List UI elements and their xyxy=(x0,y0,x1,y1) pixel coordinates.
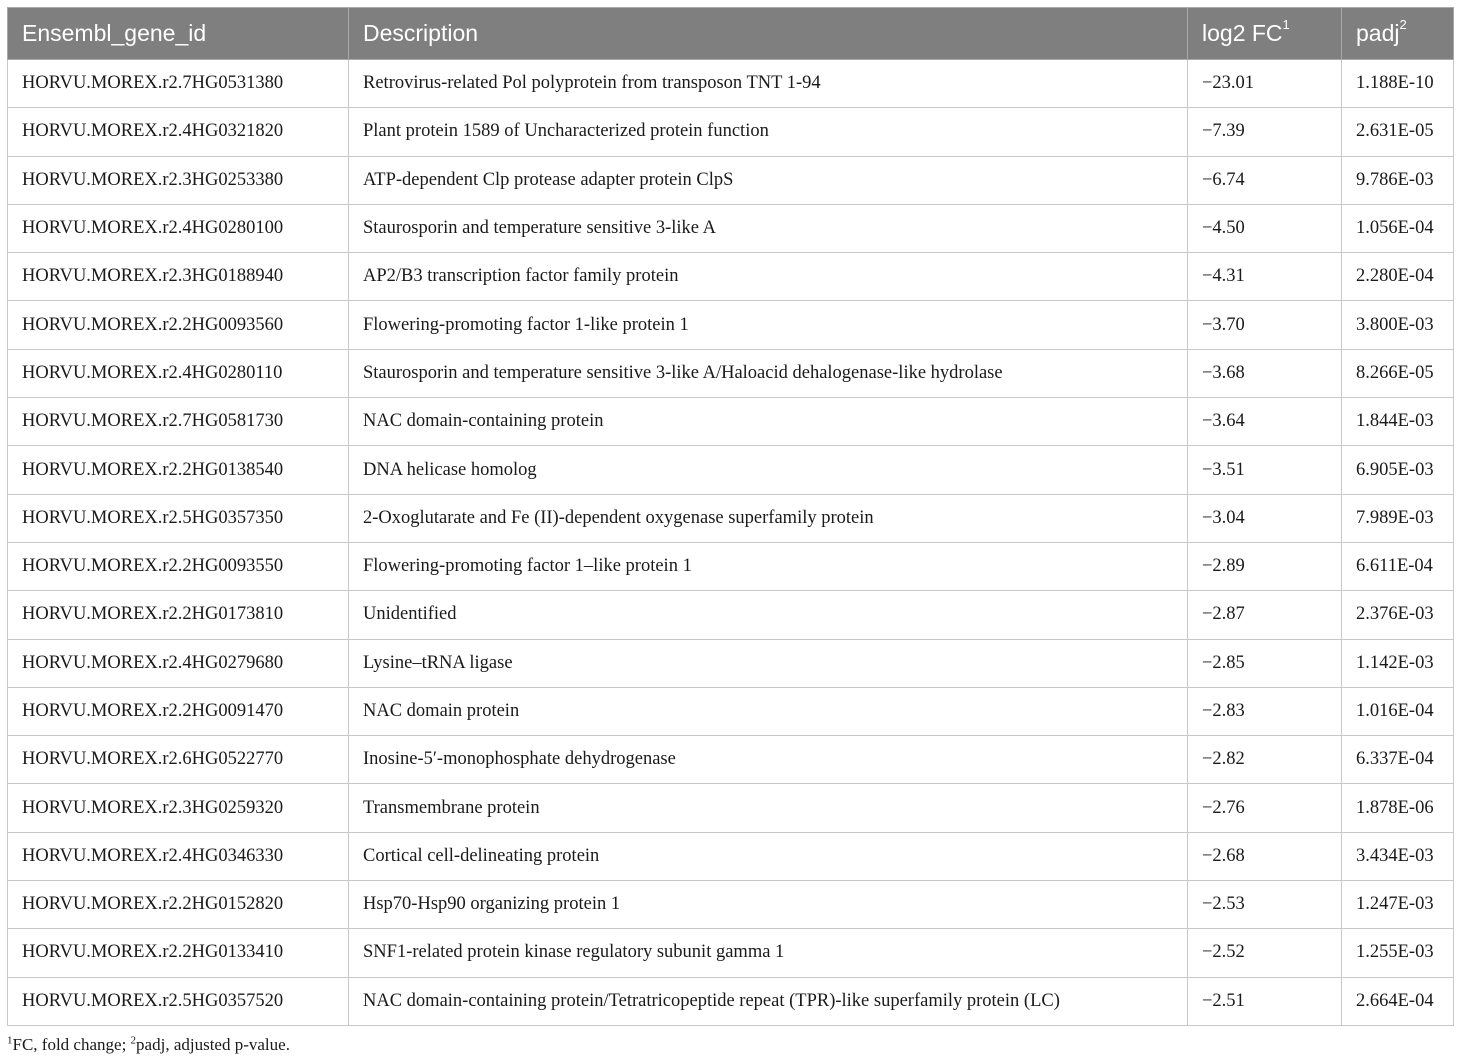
gene-table xyxy=(7,7,1454,1026)
cell-description: Lysine–tRNA ligase xyxy=(349,639,1188,687)
table-footnote xyxy=(7,1035,290,1055)
cell-description: 2-Oxoglutarate and Fe (II)-dependent oxygenase superfamily protein xyxy=(349,494,1188,542)
table-row xyxy=(8,446,1454,494)
cell-description: Inosine-5′-monophosphate dehydrogenase xyxy=(349,736,1188,784)
cell-padj: 3.800E-03 xyxy=(1342,301,1454,349)
cell-gene-id: HORVU.MOREX.r2.4HG0280110 xyxy=(8,349,349,397)
cell-padj: 1.016E-04 xyxy=(1342,687,1454,735)
cell-padj: 6.905E-03 xyxy=(1342,446,1454,494)
cell-gene-id: HORVU.MOREX.r2.2HG0133410 xyxy=(8,929,349,977)
footnote-mark-1: 1 xyxy=(7,1034,13,1047)
cell-log2fc: −2.85 xyxy=(1188,639,1342,687)
cell-gene-id: HORVU.MOREX.r2.4HG0346330 xyxy=(8,832,349,880)
cell-gene-id: HORVU.MOREX.r2.2HG0152820 xyxy=(8,881,349,929)
cell-log2fc: −2.68 xyxy=(1188,832,1342,880)
header-description-label: Description xyxy=(363,20,479,46)
table-container xyxy=(7,7,1453,1026)
cell-gene-id: HORVU.MOREX.r2.7HG0531380 xyxy=(8,60,349,108)
table-row xyxy=(8,108,1454,156)
cell-padj: 2.664E-04 xyxy=(1342,977,1454,1025)
cell-gene-id: HORVU.MOREX.r2.3HG0253380 xyxy=(8,156,349,204)
table-row xyxy=(8,929,1454,977)
cell-log2fc: −2.82 xyxy=(1188,736,1342,784)
cell-gene-id: HORVU.MOREX.r2.5HG0357520 xyxy=(8,977,349,1025)
cell-padj: 2.631E-05 xyxy=(1342,108,1454,156)
table-row xyxy=(8,881,1454,929)
cell-padj: 6.611E-04 xyxy=(1342,542,1454,590)
cell-description: AP2/B3 transcription factor family protein xyxy=(349,253,1188,301)
header-log2fc xyxy=(1188,8,1342,60)
cell-padj: 1.878E-06 xyxy=(1342,784,1454,832)
cell-log2fc: −3.51 xyxy=(1188,446,1342,494)
cell-log2fc: −4.50 xyxy=(1188,204,1342,252)
cell-description: Hsp70-Hsp90 organizing protein 1 xyxy=(349,881,1188,929)
cell-padj: 1.142E-03 xyxy=(1342,639,1454,687)
cell-description: Plant protein 1589 of Uncharacterized protein function xyxy=(349,108,1188,156)
header-padj xyxy=(1342,8,1454,60)
cell-gene-id: HORVU.MOREX.r2.6HG0522770 xyxy=(8,736,349,784)
header-padj-label: padj xyxy=(1356,20,1400,46)
cell-log2fc: −3.68 xyxy=(1188,349,1342,397)
header-gene-id-label: Ensembl_gene_id xyxy=(22,20,207,46)
cell-log2fc: −23.01 xyxy=(1188,60,1342,108)
cell-description: Retrovirus-related Pol polyprotein from transposon TNT 1-94 xyxy=(349,60,1188,108)
table-row xyxy=(8,784,1454,832)
cell-description: DNA helicase homolog xyxy=(349,446,1188,494)
cell-gene-id: HORVU.MOREX.r2.4HG0280100 xyxy=(8,204,349,252)
cell-padj: 1.247E-03 xyxy=(1342,881,1454,929)
cell-log2fc: −2.52 xyxy=(1188,929,1342,977)
cell-description: Cortical cell-delineating protein xyxy=(349,832,1188,880)
cell-gene-id: HORVU.MOREX.r2.2HG0093550 xyxy=(8,542,349,590)
header-log2fc-label: log2 FC xyxy=(1202,20,1283,46)
cell-log2fc: −2.89 xyxy=(1188,542,1342,590)
footnote-text-1: FC, fold change; xyxy=(12,1035,131,1054)
cell-description: ATP-dependent Clp protease adapter protein ClpS xyxy=(349,156,1188,204)
cell-log2fc: −2.76 xyxy=(1188,784,1342,832)
table-row xyxy=(8,639,1454,687)
cell-gene-id: HORVU.MOREX.r2.2HG0173810 xyxy=(8,591,349,639)
table-row xyxy=(8,736,1454,784)
cell-description: NAC domain-containing protein xyxy=(349,398,1188,446)
cell-log2fc: −6.74 xyxy=(1188,156,1342,204)
cell-description: Transmembrane protein xyxy=(349,784,1188,832)
header-padj-footnote-mark: 2 xyxy=(1399,17,1407,33)
table-row xyxy=(8,687,1454,735)
cell-padj: 1.056E-04 xyxy=(1342,204,1454,252)
header-gene-id xyxy=(8,8,349,60)
table-row xyxy=(8,253,1454,301)
cell-description: Unidentified xyxy=(349,591,1188,639)
cell-log2fc: −2.87 xyxy=(1188,591,1342,639)
cell-log2fc: −4.31 xyxy=(1188,253,1342,301)
cell-log2fc: −3.64 xyxy=(1188,398,1342,446)
table-row xyxy=(8,204,1454,252)
cell-padj: 3.434E-03 xyxy=(1342,832,1454,880)
cell-description: NAC domain-containing protein/Tetratricopeptide repeat (TPR)-like superfamily protein (LC) xyxy=(349,977,1188,1025)
cell-description: Flowering-promoting factor 1–like protein 1 xyxy=(349,542,1188,590)
footnote-mark-2: 2 xyxy=(130,1034,137,1047)
cell-gene-id: HORVU.MOREX.r2.4HG0279680 xyxy=(8,639,349,687)
table-row xyxy=(8,977,1454,1025)
table-row xyxy=(8,398,1454,446)
cell-description: Flowering-promoting factor 1-like protein 1 xyxy=(349,301,1188,349)
table-row xyxy=(8,156,1454,204)
table-row xyxy=(8,542,1454,590)
cell-description: NAC domain protein xyxy=(349,687,1188,735)
cell-padj: 8.266E-05 xyxy=(1342,349,1454,397)
cell-gene-id: HORVU.MOREX.r2.2HG0091470 xyxy=(8,687,349,735)
cell-padj: 1.255E-03 xyxy=(1342,929,1454,977)
cell-padj: 9.786E-03 xyxy=(1342,156,1454,204)
cell-gene-id: HORVU.MOREX.r2.2HG0138540 xyxy=(8,446,349,494)
cell-description: Staurosporin and temperature sensitive 3-like A xyxy=(349,204,1188,252)
table-row xyxy=(8,591,1454,639)
header-log2fc-footnote-mark: 1 xyxy=(1282,17,1290,33)
table-row xyxy=(8,301,1454,349)
cell-log2fc: −2.53 xyxy=(1188,881,1342,929)
cell-log2fc: −3.04 xyxy=(1188,494,1342,542)
cell-gene-id: HORVU.MOREX.r2.5HG0357350 xyxy=(8,494,349,542)
table-header-row xyxy=(8,8,1454,60)
cell-padj: 1.844E-03 xyxy=(1342,398,1454,446)
cell-log2fc: −3.70 xyxy=(1188,301,1342,349)
table-row xyxy=(8,60,1454,108)
footnote-text-2: padj, adjusted p-value. xyxy=(136,1035,290,1054)
cell-description: Staurosporin and temperature sensitive 3-like A/Haloacid dehalogenase-like hydrolase xyxy=(349,349,1188,397)
cell-log2fc: −2.83 xyxy=(1188,687,1342,735)
cell-gene-id: HORVU.MOREX.r2.3HG0259320 xyxy=(8,784,349,832)
cell-padj: 7.989E-03 xyxy=(1342,494,1454,542)
cell-description: SNF1-related protein kinase regulatory subunit gamma 1 xyxy=(349,929,1188,977)
header-description xyxy=(349,8,1188,60)
cell-gene-id: HORVU.MOREX.r2.4HG0321820 xyxy=(8,108,349,156)
cell-padj: 6.337E-04 xyxy=(1342,736,1454,784)
cell-padj: 1.188E-10 xyxy=(1342,60,1454,108)
cell-padj: 2.280E-04 xyxy=(1342,253,1454,301)
cell-log2fc: −7.39 xyxy=(1188,108,1342,156)
cell-log2fc: −2.51 xyxy=(1188,977,1342,1025)
cell-padj: 2.376E-03 xyxy=(1342,591,1454,639)
table-row xyxy=(8,832,1454,880)
cell-gene-id: HORVU.MOREX.r2.3HG0188940 xyxy=(8,253,349,301)
cell-gene-id: HORVU.MOREX.r2.7HG0581730 xyxy=(8,398,349,446)
table-row xyxy=(8,494,1454,542)
table-row xyxy=(8,349,1454,397)
cell-gene-id: HORVU.MOREX.r2.2HG0093560 xyxy=(8,301,349,349)
